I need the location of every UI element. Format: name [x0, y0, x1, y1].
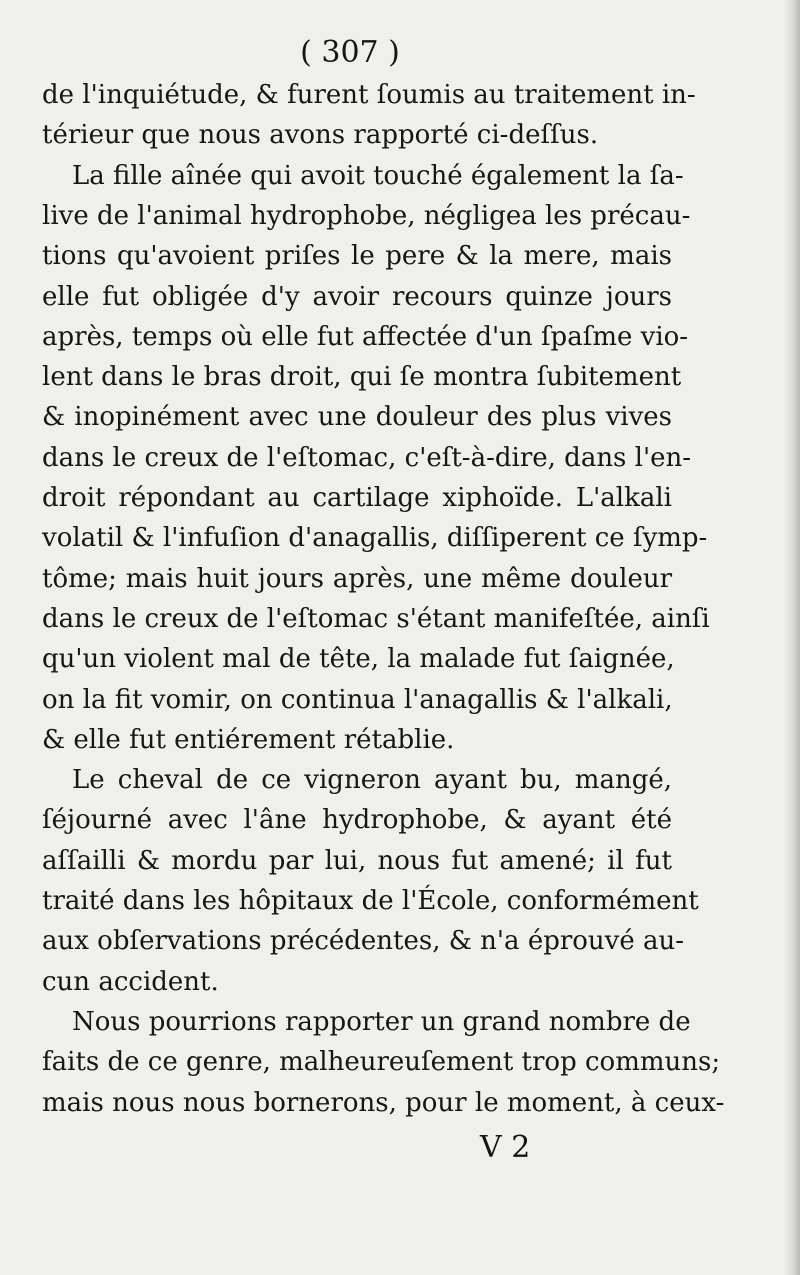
text-line: aſſailli & mordu par lui, nous fut amené; il fut — [42, 845, 672, 876]
text-line: qu'un violent mal de tête, la malade fut ſaignée, — [42, 644, 675, 675]
text-line: de l'inquiétude, & furent ſoumis au traitement in- — [42, 80, 696, 110]
paragraph-first-line: Le cheval de ce vigneron ayant bu, mangé, — [72, 765, 672, 796]
text-line: mais nous nous bornerons, pour le moment, à ceux- — [42, 1087, 725, 1118]
text-line: aux obſervations précédentes, & n'a éprouvé au- — [42, 926, 685, 957]
paragraph-first-line: La fille aînée qui avoit touché également la ſa- — [72, 160, 684, 191]
paragraph-first-line: Nous pourrions rapporter un grand nombre de — [72, 1006, 691, 1037]
text-line: dans le creux de l'eſtomac, c'eſt-à-dire, dans l'en- — [42, 442, 692, 473]
text-line: ſéjourné avec l'âne hydrophobe, & ayant été — [42, 805, 672, 836]
text-line: live de l'animal hydrophobe, négligea les précau- — [42, 200, 691, 231]
text-line: lent dans le bras droit, qui ſe montra ſubitement — [42, 362, 682, 393]
text-line: faits de ce genre, malheureuſement trop communs; — [42, 1047, 721, 1078]
text-line: traité dans les hôpitaux de l'École, conformément — [42, 886, 699, 916]
page-number: ( 307 ) — [300, 35, 400, 70]
text-line: droit répondant au cartilage xiphoïde. L'alkali — [42, 483, 672, 513]
text-line: térieur que nous avons rapporté ci-deſſus. — [42, 120, 599, 151]
signature-mark: V 2 — [480, 1129, 531, 1165]
text-line: dans le creux de l'eſtomac s'étant manifeſtée, ainſi — [42, 603, 710, 634]
text-line: cun accident. — [42, 966, 219, 997]
text-line: volatil & l'infuſion d'anagallis, diſſiperent ce ſymp- — [42, 523, 708, 554]
text-line: & elle fut entiérement rétablie. — [42, 724, 455, 755]
page-edge-shadow — [784, 0, 800, 1275]
text-line: on la fit vomir, on continua l'anagallis & l'alkali, — [42, 684, 673, 715]
text-line: tôme; mais huit jours après, une même douleur — [42, 563, 672, 594]
text-line: après, temps où elle fut affectée d'un ſpaſme vio- — [42, 321, 689, 352]
text-line: tions qu'avoient priſes le pere & la mere, mais — [42, 241, 672, 272]
text-line: elle fut obligée d'y avoir recours quinze jours — [42, 281, 672, 312]
text-line: & inopinément avec une douleur des plus vives — [42, 402, 672, 433]
